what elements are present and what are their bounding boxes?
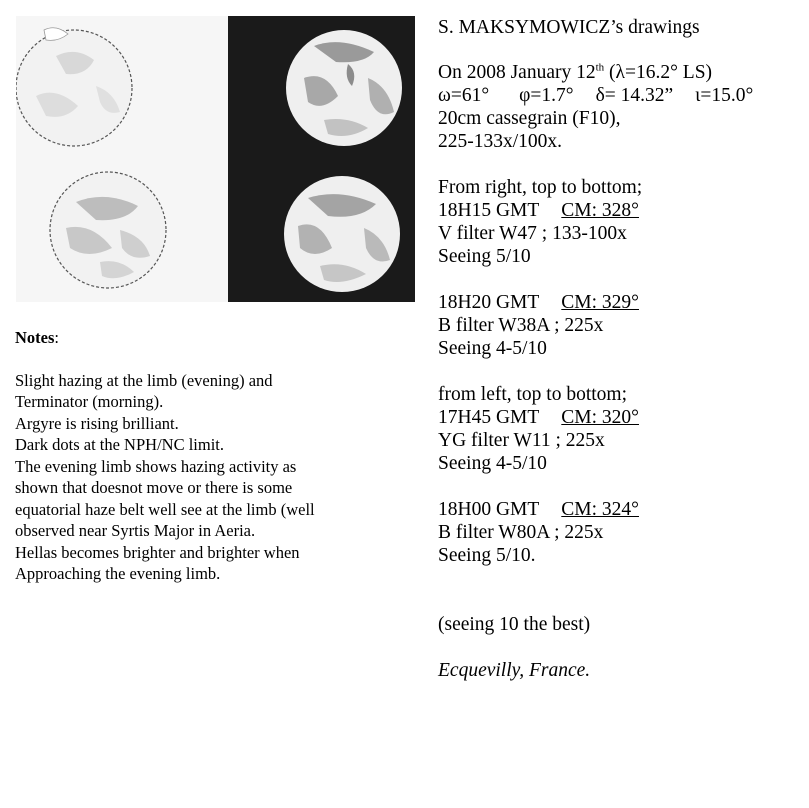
entry-time: 18H15 GMT xyxy=(438,200,540,221)
entry-filter: B filter W38A ; 225x xyxy=(438,315,604,336)
drawing-17h45 xyxy=(16,28,132,146)
entry-cm: CM: 328° xyxy=(561,200,639,221)
right-drawings-svg xyxy=(228,16,415,302)
entry-seeing: Seeing 5/10 xyxy=(438,246,531,267)
observation-date xyxy=(438,61,798,84)
page-title: S. MAKSYMOWICZ’s drawings xyxy=(438,17,700,38)
entry-seeing: Seeing 5/10. xyxy=(438,545,536,566)
entry-time: 18H00 GMT xyxy=(438,499,540,520)
left-heading: from left, top to bottom; xyxy=(438,384,628,405)
notes-line: observed near Syrtis Major in Aeria. xyxy=(15,521,256,540)
drawings-panel-left xyxy=(16,16,228,302)
drawing-18h15 xyxy=(286,30,402,146)
drawing-18h00 xyxy=(50,172,166,288)
notes-line: The evening limb shows hazing activity as xyxy=(15,456,297,476)
drawings-panel-right xyxy=(228,16,415,302)
notes-line: shown that doesnot move or there is some xyxy=(15,478,293,497)
entry-time: 17H45 GMT xyxy=(438,407,540,428)
omega-value: ω=61° xyxy=(438,85,490,106)
notes-line: equatorial haze belt well see at the limb (well xyxy=(15,499,315,519)
notes-heading: Notes xyxy=(15,328,55,347)
notes-heading-line: Notes: xyxy=(15,328,59,347)
left-drawings-svg xyxy=(16,16,228,302)
location: Ecquevilly, France. xyxy=(438,660,591,681)
notes-line: Approaching the evening limb. xyxy=(15,564,221,583)
notes-section xyxy=(15,327,405,585)
magnification-line: 225-133x/100x. xyxy=(438,131,563,152)
entry-filter: YG filter W11 ; 225x xyxy=(438,430,605,451)
seeing-note: (seeing 10 the best) xyxy=(438,614,591,635)
entry-cm: CM: 329° xyxy=(561,292,639,313)
notes-line: Argyre is rising brilliant. xyxy=(15,413,179,433)
notes-line: Slight hazing at the limb (evening) and xyxy=(15,370,273,390)
entry-cm: CM: 324° xyxy=(561,499,639,520)
entry-time-line xyxy=(438,498,798,521)
telescope-line: 20cm cassegrain (F10), xyxy=(438,108,621,129)
notes-line: Terminator (morning). xyxy=(15,392,164,411)
entry-filter: B filter W80A ; 225x xyxy=(438,522,604,543)
entry-time: 18H20 GMT xyxy=(438,292,540,313)
iota-value: ι=15.0° xyxy=(695,85,754,106)
date-suffix: (λ=16.2° LS) xyxy=(604,62,713,83)
drawing-18h20 xyxy=(284,176,400,292)
notes-line: Hellas becomes brighter and brighter when xyxy=(15,542,300,562)
ephemeris-line xyxy=(438,84,798,107)
right-heading: From right, top to bottom; xyxy=(438,177,643,198)
notes-line: Dark dots at the NPH/NC limit. xyxy=(15,435,224,454)
entry-time-line xyxy=(438,291,798,314)
entry-cm: CM: 320° xyxy=(561,407,639,428)
entry-seeing: Seeing 4-5/10 xyxy=(438,453,547,474)
entry-time-line xyxy=(438,199,798,222)
observation-details xyxy=(438,16,798,682)
date-prefix: On 2008 January 12 xyxy=(438,62,596,83)
phi-value: φ=1.7° xyxy=(519,85,574,106)
entry-seeing: Seeing 4-5/10 xyxy=(438,338,547,359)
delta-value: δ= 14.32” xyxy=(595,85,674,106)
date-sup: th xyxy=(595,61,605,74)
entry-filter: V filter W47 ; 133-100x xyxy=(438,223,627,244)
entry-time-line xyxy=(438,406,798,429)
